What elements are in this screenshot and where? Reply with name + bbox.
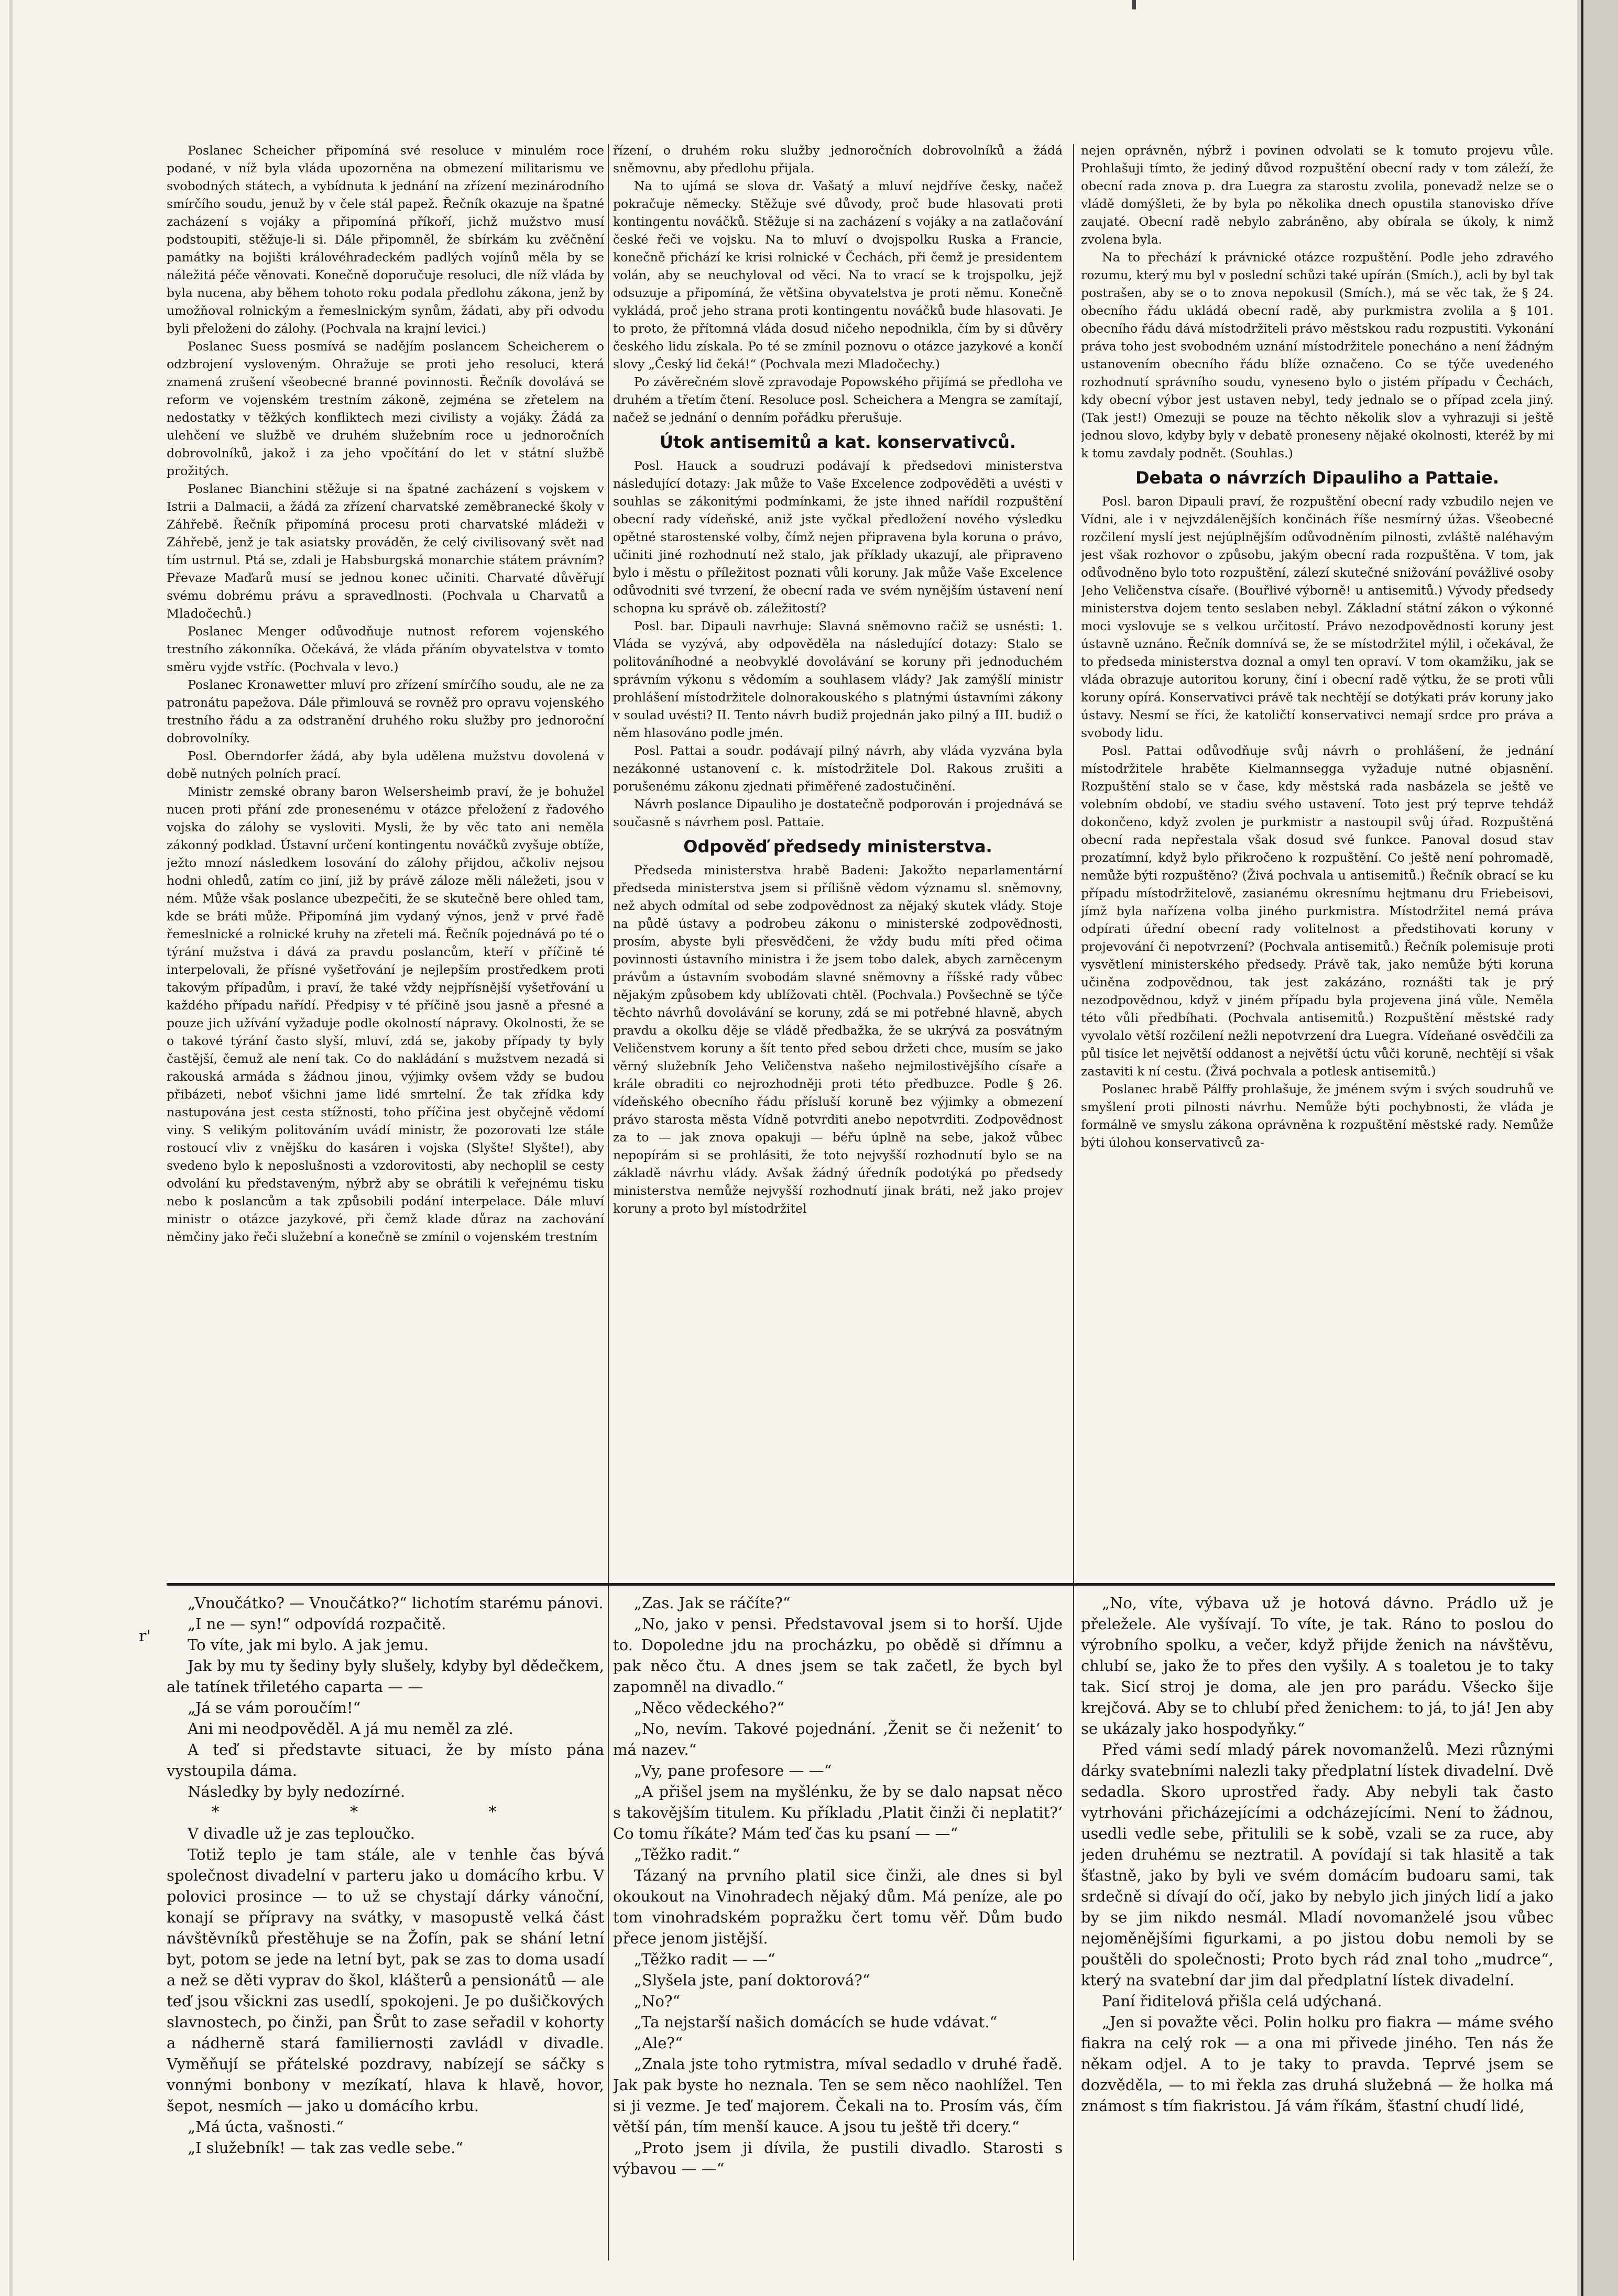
paragraph: Totiž teplo je tam stále, ale v tenhle čas bývá společnost divadelní v parteru jako u domácího krbu. V polovici prosince — to už se chystají dárky vánoční, konají se přípravy na svátky, v masopustě velká část návštěvníků přestěhuje se na Žofín, pak se shání letní byt, potom se jede na letní byt, pak se zas to doma usadí a než se děti vyprav do škol, klášterů a pensionátů — ale teď jsou všickni zas usedlí, spokojeni. Je po dušičkových slavnostech, po činži, pan Šrůt to zase seřadil v kohorty a nádherně stará familiernosti zavládl v divadle. Vyměňují se přátelské pozdravy, nabízejí se sáčky s vonnými bonbony v mezíkatí, hlava k hlavě, hovor, šepot, nesmích — jako u domácího krbu. [167, 1845, 604, 2115]
section-heading: Útok antisemitů a kat. konservativců. [659, 432, 1016, 452]
paragraph: Posl. baron Dipauli praví, že rozpuštění obecní rady vzbudilo nejen ve Vídni, ale i v nejvzdálenějších končinách říše nesmírný úžas. Všeobecné rozčilení myslí jest nejúplnějším odůvodněním pilnosti, zvláště naléhavým jest však rozhovor o způsobu, jakým obecní rada rozpuštěna. V tom, jak odůvodněno bylo toto rozpuštění, zálezí skutečné snižování povážlivé osoby Jeho Veličenstva císaře. (Bouřlivé výborně! u antisemitů.) Vývody předsedy ministerstva dojem tento seslaben nebyl. Základní státní zákon o výkonné moci vyslovuje se s velkou určitostí. Právo nezodpovědnosti koruny jest ústavně uznáno. Řečník domnívá se, že se místodržitel mýlil, i očekával, že to předseda ministerstva doznal a omyl ten opraví. V tom okamžiku, jak se vláda obrazuje autoritou koruny, činí i obecní radě výtku, že se proti vůli koruny opírá. Konservativci právě tak nechtějí se dotýkati práv koruny jako ústavy. Nesmí se říci, že katoličtí konservativci nemají srdce pro práva a svobody lidu. [1081, 494, 1554, 740]
paragraph: „No?“ [634, 1992, 681, 2010]
paragraph: „Zas. Jak se ráčíte?“ [634, 1594, 791, 1612]
column-rule [608, 144, 609, 2260]
paragraph: nejen oprávněn, nýbrž i povinen odvolati se k tomuto projevu vůle. Prohlašuji tímto, že jediný důvod rozpuštění obecní rady v tom záleží, že obecní rada znova p. dra Luegra za starostu zvolila, ponevadž nelze se o vládě domýšleti, že by byla po několika dnech opustila stanovisko dříve zaujaté. Obecní radě nebylo zabráněno, aby obírala se úkoly, k nimž zvolena byla. [1081, 143, 1554, 247]
paragraph: Před vámi sedí mladý párek novomanželů. Mezi různými dárky svatebními nalezli taky předplatní lístek divadelní. Dvě sedadla. Skoro uprostřed řady. Aby nebyli tak často vytrhováni přicházejícími a odcházejícími. Není to žádnou, usedli vedle sebe, přitulili se k sobě, vzali se za ruce, aby jeden druhému se neztratil. A povídají si tak hlasitě a tak šťastně, jako by byli ve svém domácím budoaru sami, tak srdečně si dívají do očí, jako by nebylo jich jiných lidí a jako by se jim nikdo nesmál. Mladí novomanželé jsou vůbec nejoměnějšími figurkami, a po jistou dobu nemoli by se pouštěli do společnosti; Proto bych rád znal toho „mudrce“, který na svatební dar jim dal předplatní lístek divadelní. [1081, 1741, 1554, 1989]
paragraph: „Já se vám poroučím!“ [188, 1699, 361, 1717]
paragraph: „Proto jsem ji dívila, že pustili divadlo. Starosti s výbavou — —“ [613, 2139, 1063, 2178]
section-divider-stars: * * * [211, 1803, 560, 1821]
paragraph: Ministr zemské obrany baron Welsersheimb praví, že je bohužel nucen proti přání zde pronesenému v otázce přeložení z řadového vojska do zálohy se vysloviti. Mysli, že by věc tato ani neměla zákonný podklad. Ústavní určení kontingentu nováčků zvyšuje obtíže, ježto mnozí následkem losování do zálohy přijdou, ačkoliv nejsou hodni ohledů, zatím co jiní, již by právě záloze měli náležeti, jsou v ném. Může však poslance ubezpečiti, že se skutečně bere ohled tam, kde se bráti může. Připomíná jim vydaný výnos, jenž v prvé řadě řemeslnické a rolnické kruhy na zřeteli má. Řečník pojednává po té o týrání mužstva i dává za pravdu poslancům, kteří v příčině té interpelovali, že přísné vyšetřování je nejlepším prostředkem proti takovým případům, i praví, že také vždy nejpřísnější vyšetřování u každého případu nařídí. Předpisy v té příčině jsou jasně a přesné a pouze jich užívání vyžaduje podle okolností nápravy. Okolnosti, že se o takové týrání často slyší, mluví, zdá se, jakoby případy ty byly častější, čemuž ale není tak. Co do nakládání s mužstvem nezadá si rakouská armáda s žádnou jinou, výjimky ovšem vždy se budou přibázeti, neboť všichni jame lidé smrtelní. Že tak zřídka kdy nastupována jest cesta stížnosti, toho příčina jest obyčejně vědomí viny. S velikým politováním uvádí ministr, že pozorovati lze stále rostoucí vliv z vnějšku do kasáren i vojska (Slyšte! Slyšte!), aby svedeno bylo k neposlušnosti a vzdorovitosti, aby nechoplil se cesty odvolání ku představeným, nýbrž aby se obrátili k veřejnému tisku nebo k poslancům a tak způsobili podání interpelace. Dále mluví ministr o otázce jazykové, při čemž klade důraz na zachování němčiny jako řeči služební a konečně se zmínil o vojenském trestním [167, 784, 604, 1244]
paragraph: Na to ujímá se slova dr. Vašatý a mluví nejdříve česky, načež pokračuje německy. Stěžuje své důvody, proč bude hlasovati proti kontingentu nováčků. Stěžuje si na zacházení s vojáky a na zatlačování české řeči ve vojsku. Na to mluví o dvojspolku Ruska a Francie, konečně přichází ke krisi rolnické v Čechách, při čemž je presidentem volán, aby se neuchyloval od věci. Na to vrací se k trojspolku, jejž odsuzuje a připomíná, že většina obyvatelstva je proti němu. Konečně vykládá, proč jeho strana proti kontingentu nováčků bude hlasovati. Je to proto, že přítomná vláda dosud ničeho nepodnikla, čím by si důvěry českého lidu získala. Po té se zmínil poznovu o otázce jazykové a končí slovy „Český lid čeká!“ (Pochvala mezi Mladočechy.) [613, 179, 1063, 371]
paragraph: „Má úcta, vašnosti.“ [188, 2118, 344, 2136]
paragraph: „No, jako v pensi. Představoval jsem si to horší. Ujde to. Dopoledne jdu na procházku, po obědě si dřímnu a pak něco čtu. A dnes jsem se tak začetl, že bych byl zapomněl na divadlo.“ [613, 1615, 1063, 1696]
paragraph: V divadle už je zas teploučko. [188, 1825, 415, 1842]
margin-mark: r' [139, 1627, 151, 1645]
paragraph: Posl. Oberndorfer žádá, aby byla udělena mužstvu dovolená v době nutných polních prací. [167, 749, 604, 781]
paragraph: Poslanec Kronawetter mluví pro zřízení smírčího soudu, ale ne za patronátu papežova. Dále přimlouvá se rovněž pro opravu vojenského trestního řádu a za odstranění druhého roku služby pro jednoroční dobrovolníky. [167, 677, 604, 745]
page-fold-shadow [9, 0, 13, 2296]
paragraph: „Vy, pane profesore — —“ [634, 1762, 832, 1779]
paragraph: „No, nevím. Takové pojednání. ‚Ženit se či neženit‘ to má nazev.“ [613, 1720, 1063, 1759]
paragraph: Na to přechází k právnické otázce rozpuštění. Podle jeho zdravého rozumu, který mu byl v poslední schůzi také upírán (Smích.), acli by byl tak postrašen, aby se o to znova nepokusil (Smích.), má se věc tak, že § 24. obecního řádu ukládá obecní radě, aby purkmistra zvolila a § 101. obecního řádu dává místodržiteli právo městskou radu rozpustiti. Vykonání práva toho jest svobodném uznání místodržitele ponecháno a není žádným ustanovením obecního řádu blíže označeno. Co se týče uvedeného rozhodnutí správního soudu, vyneseno bylo o jistém případu v Čechách, kdy obecní výbor jest ustaven nebyl, tedy jednalo se o případ zcela jiný. (Tak jest!) Omezuji se pouze na těchto několik slov a vyhrazuji si ještě jednou slovo, kdyby byly v debatě proneseny nějaké okolnosti, kteréž by mi k tomu zavdaly podnět. (Souhlas.) [1081, 250, 1554, 460]
paragraph: „Slyšela jste, paní doktorová?“ [634, 1971, 870, 1989]
paragraph: Jak by mu ty šediny byly slušely, kdyby byl dědečkem, ale tatínek třiletého caparta — — [167, 1657, 604, 1696]
paragraph: To víte, jak mi bylo. A jak jemu. [188, 1636, 429, 1654]
paragraph: Poslanec Suess posmívá se nadějím poslancem Scheicherem o odzbrojení vysloveným. Ohražuje se proti jeho resoluci, která znamená zrušení všeobecné branné povinnosti. Řečník dovolává se reform ve vojenském trestním zákoně, zejména se zřetelem na nedostatky v těžkých konfliktech mezi civilisty a vojáky. Žádá za ulehčení ve službě ve druhém služebním roce u jednoročních dobrovolníků, jakož i za jeho vpočítání do let v státní službě prožitých. [167, 339, 604, 478]
paragraph: „Těžko radit — —“ [634, 1950, 775, 1968]
paragraph: „Jen si považte věci. Polin holku pro fiakra — máme svého fiakra na celý rok — a ona mi přivede jiného. Ten nás že někam odjel. A to je taky to pravda. Teprvé jsem se dozvěděla, — to mi řekla zas druhá služebná — že holka má známost s tím fiakristou. Já vám říkám, šťastní chudí lidé, [1081, 2013, 1554, 2115]
paragraph: Následky by byly nedozírné. [188, 1783, 406, 1800]
column-rule [1073, 144, 1074, 2260]
feuilleton-separator [167, 1583, 1555, 1586]
paragraph: A teď si představte situaci, že by místo pána vystoupila dáma. [167, 1741, 604, 1779]
paragraph: Poslanec Bianchini stěžuje si na špatné zacházení s vojskem v Istrii a Dalmacii, a žádá za zřízení charvatské zeměbranecké školy v Záhřebě. Řečník připomíná procesu proti charvatské mládeži v Záhřebě, jenž je tak asiatsky prováděn, že celý civilisovaný svět nad tím ustrnul. Ptá se, zdali je Habsburgská monarchie státem právním? Převaze Maďarů musí se jednou konec učiniti. Charvaté důvěřují svému dobrému právu a spravedlnosti. (Pochvala u Charvatů a Mladočechů.) [167, 481, 604, 621]
paragraph: „Ale?“ [634, 2034, 683, 2052]
feuilleton-column-3 [1081, 1592, 1554, 2268]
paragraph: řízení, o druhém roku služby jednoročních dobrovolníků a žádá sněmovnu, aby předlohu přijala. [613, 143, 1063, 175]
article-column-1 [167, 141, 604, 1582]
paragraph: Posl. Pattai odůvodňuje svůj návrh o prohlášení, že jednání místodržitele hraběte Kielmannsegga vyžaduje nutné objasnění. Rozpuštění stalo se v čase, kdy městská rada nasbázela se ještě ve volebním období, ve stadiu svého ustavení. Toto jest prý teprve tehdáž dokončeno, když zvolen je purkmistr a nastoupil svůj úřad. Rozpuštěná obecní rada nepřestala však dosud své funkce. Panoval dosud stav prozatímní, když bylo přikročeno k rozpuštění. Co ještě není pohromadě, nemůže býti rozpuštěno? (Živá pochvala u antisemitů.) Řečník obrací se ku případu místodržitelově, zasianému okresnímu hejtmanu dru Friebeisovi, jímž byla nařízena volba jiného purkmistra. Místodržitel nemá práva odpírati úřední obecní rady volitelnost a předstihovati koruny v projevování či nepotvrzení? (Pochvala antisemitů.) Řečník polemisuje proti vysvětlení ministerského předsedy. Právě tak, jako nemůže býti koruna učiněna zodpovědnou, tak jest zakázáno, roznášti tak je prý nezodpovědnou, když v jiném případu byla projevena jiná vůle. Neměla této vůli předbíhati. (Pochvala antisemitů.) Rozpuštění městské rady vyvolalo větší rozčilení nežli nepotvrzení dra Luegra. Vídeňané osvědčili za půl tisíce let největší oddanost a největší úctu vůči koruně, nechtějí si však zastaviti k ní cestu. (Živá pochvala a potlesk antisemitů.) [1081, 743, 1554, 1079]
paragraph: „Ta nejstarší našich domácích se hude vdávat.“ [634, 2013, 998, 2031]
paragraph: Po závěrečném slově zpravodaje Popowského přijímá se předloha ve druhém a třetím čtení. Resoluce posl. Scheichera a Mengra se zamítají, načež se jednání o denním pořádku přerušuje. [613, 375, 1063, 425]
feuilleton-column-2 [613, 1592, 1063, 2268]
paragraph: Návrh poslance Dipauliho je dostatečně podporován i projednává se současně s návrhem posl. Pattaie. [613, 797, 1063, 829]
paragraph: Posl. Hauck a soudruzi podávají k předsedovi ministerstva následující dotazy: Jak může to Vaše Excelence zodpověděti a uvésti v souhlas se zákonitými podmínkami, že jste ihned nařídil rozpuštění obecní rady vídeňské, aniž jste vyčkal předložení nového výsledku opětné starostenské volby, čímž nejen připravena byla koruna o právo, učiniti jiné rozhodnutí než stalo, jak příklady ukazují, ale připraveno bylo i městu o příležitost poznati vůli koruny. Jak může Vaše Excelence odůvodniti své tvrzení, že obecní rada ve svém nynějším ústavení není schopna ku správě ob. záležitostí? [613, 458, 1063, 616]
section-heading: Odpověď předsedy ministerstva. [683, 837, 992, 856]
paragraph: Poslanec Menger odůvodňuje nutnost reforem vojenského trestního zákonníka. Očekává, že vláda přáním obyvatelstva v tomto směru vyjde vstříc. (Pochvala v levo.) [167, 624, 604, 674]
paragraph: „I ne — syn!“ odpovídá rozpačitě. [188, 1615, 446, 1633]
section-heading: Debata o návrzích Dipauliho a Pattaie. [1135, 468, 1499, 488]
article-column-2 [613, 141, 1063, 1582]
page-edge-line [1581, 0, 1583, 2296]
feuilleton-column-1 [167, 1592, 604, 2268]
paragraph: „Těžko radit.“ [634, 1845, 740, 1863]
paragraph: Ani mi neodpověděl. A já mu neměl za zlé. [188, 1720, 513, 1738]
paragraph: Posl. Pattai a soudr. podávají pilný návrh, aby vláda vyzvána byla nezákonné ustanovení c. k. místodržitele Dol. Rakous zrušiti a porušenému zákonu zjednati přiměřené zadostučinění. [613, 743, 1063, 794]
paragraph: Poslanec Scheicher připomíná své resoluce v minulém roce podané, v níž byla vláda upozorněna na obmezení militarismu ve svobodných státech, a vybídnuta k jednání na zřízení mezinárodního smírčího soudu, jenuž by v čele stál papež. Řečník okazuje na špatné zacházení s vojáky a připomíná příkoří, jichž mužstvo musí podstoupiti, stěžuje-li si. Dále připomněl, že sbírkám ku zvěčnění památky na bojišti královéhradeckém padlých vojínů měla by se náležitá péče věnovati. Konečně doporučuje resoluci, dle níž vláda by byla nucena, aby během tohoto roku podala předlohu zákona, jenž by umožňoval rolnickým a řemeslnickým synům, žádati, aby při odvodu byli přeloženi do zálohy. (Pochvala na krajní levici.) [167, 143, 604, 336]
paragraph: „Něco vědeckého?“ [634, 1699, 785, 1717]
paragraph: „Znala jste toho rytmistra, míval sedadlo v druhé řadě. Jak pak byste ho neznala. Ten se sem něco naohlížel. Ten si ji vezme. Je teď majorem. Čekali na to. Prosím vás, čím větší pán, tím menší kauce. A jsou tu ještě tři dcery.“ [613, 2055, 1063, 2136]
paragraph: Tázaný na prvního platil sice činži, ale dnes si byl okoukout na Vinohradech nějaký dům. Má peníze, ale po tom vinohradském popražku čert tomu věř. Dům budo přece jenom jistější. [613, 1866, 1063, 1947]
paragraph: „No, víte, výbava už je hotová dávno. Prádlo už je přeležele. Ale vyšívají. To víte, je tak. Ráno to poslou do výrobního spolku, a večer, když přijde ženich na návštěvu, chlubí se, jako že to přes den vyšily. A s toaletou je to taky tak. Sicí stroj je doma, ale jen pro parádu. Všecko šije krejčová. Aby se to chlubí před ženichem: to já, to já! Jen aby se ukázaly jako hospodyňky.“ [1081, 1594, 1554, 1738]
paragraph: „Vnoučátko? — Vnoučátko?“ lichotím starému pánovi. [188, 1594, 604, 1612]
paragraph: Poslanec hrabě Pálffy prohlašuje, že jménem svým i svých soudruhů ve smyšlení proti pilnosti návrhu. Nemůže býti pochybnosti, že vláda je formálně ve smyslu zákona oprávněna k rozpuštění městské rady. Nemůže býti úlohou konservativců za- [1081, 1082, 1554, 1150]
paragraph: Předseda ministerstva hrabě Badeni: Jakožto neparlamentární předseda ministerstva jsem si přílišně vědom významu sl. sněmovny, než abych odmítal od sebe zodpovědnost za nějaký skutek vlády. Stoje na půdě ústavy a podrobeu zákonu o ministerské zodpovědnosti, prosím, abyste byli přesvědčeni, že vždy budu míti před očima povinnosti ústavního ministra i že jsem tobo dalek, abych zarněcenym právům a ústavním svobodám slavné sněmovny a říšské rady vůbec nějakým způsobem kdy ublížovati chtěl. (Pochvala.) Povšechně se týče těchto návrhů dovolávání se koruny, zdá se mi potřebné hlavně, abych pravdu a okolku děje se vládě předbažka, že se ukrývá za posvátným Veličenstvem koruny a šít tento před sebou držeti chce, musím se jako věrný služebník Jeho Veličenstva našeho nejmilostivějšího císaře a krále obraditi co nejrozhodněji proti této předbuzce. Podle § 26. vídeňského obecního řádu přísluší koruně bez výjimky a obmezení právo starosta města Vídně potvrditi anebo nepotvrditi. Zodpovědnost za to — jak znova opakuji — béřu úplně na sebe, jakož vůbec nepopírám si se prohlásiti, že toto nejvyšší rozhodnutí bylo se na základě návrhu vlády. Avšak žádný úředník podotýká po předsedy ministerstva nemůže nejvyšší rozhodnutí jinak bráti, než jako projev koruny a proto byl místodržitel [613, 863, 1063, 1216]
paragraph: „A přišel jsem na myšlénku, že by se dalo napsat něco s takovějším titulem. Ku příkladu ‚Platit činži či neplatit?‘ Co tomu říkáte? Mám teď čas ku psaní — —“ [613, 1783, 1063, 1842]
registration-mark [1132, 0, 1136, 9]
paragraph: Paní řiditelová přišla celá udýchaná. [1102, 1992, 1382, 2010]
article-column-3 [1081, 141, 1554, 1582]
paragraph: „I služebník! — tak zas vedle sebe.“ [188, 2139, 464, 2157]
paragraph: Posl. bar. Dipauli navrhuje: Slavná sněmovno račiž se usnésti: 1. Vláda se vyzývá, aby odpověděla na následující dotazy: Stalo se politováníhodné a neobvyklé dovolávání se koruny při jednoduchém správním výkonu s vědomím a souhlasem vlády? Jak zamýšlí ministr prohlášení místodržitele dolnorakouského s platnými ústavními zákony v soulad uvésti? II. Tento návrh budiž projednán jako pilný a III. budiž o něm hlasováno podle jmén. [613, 619, 1063, 740]
